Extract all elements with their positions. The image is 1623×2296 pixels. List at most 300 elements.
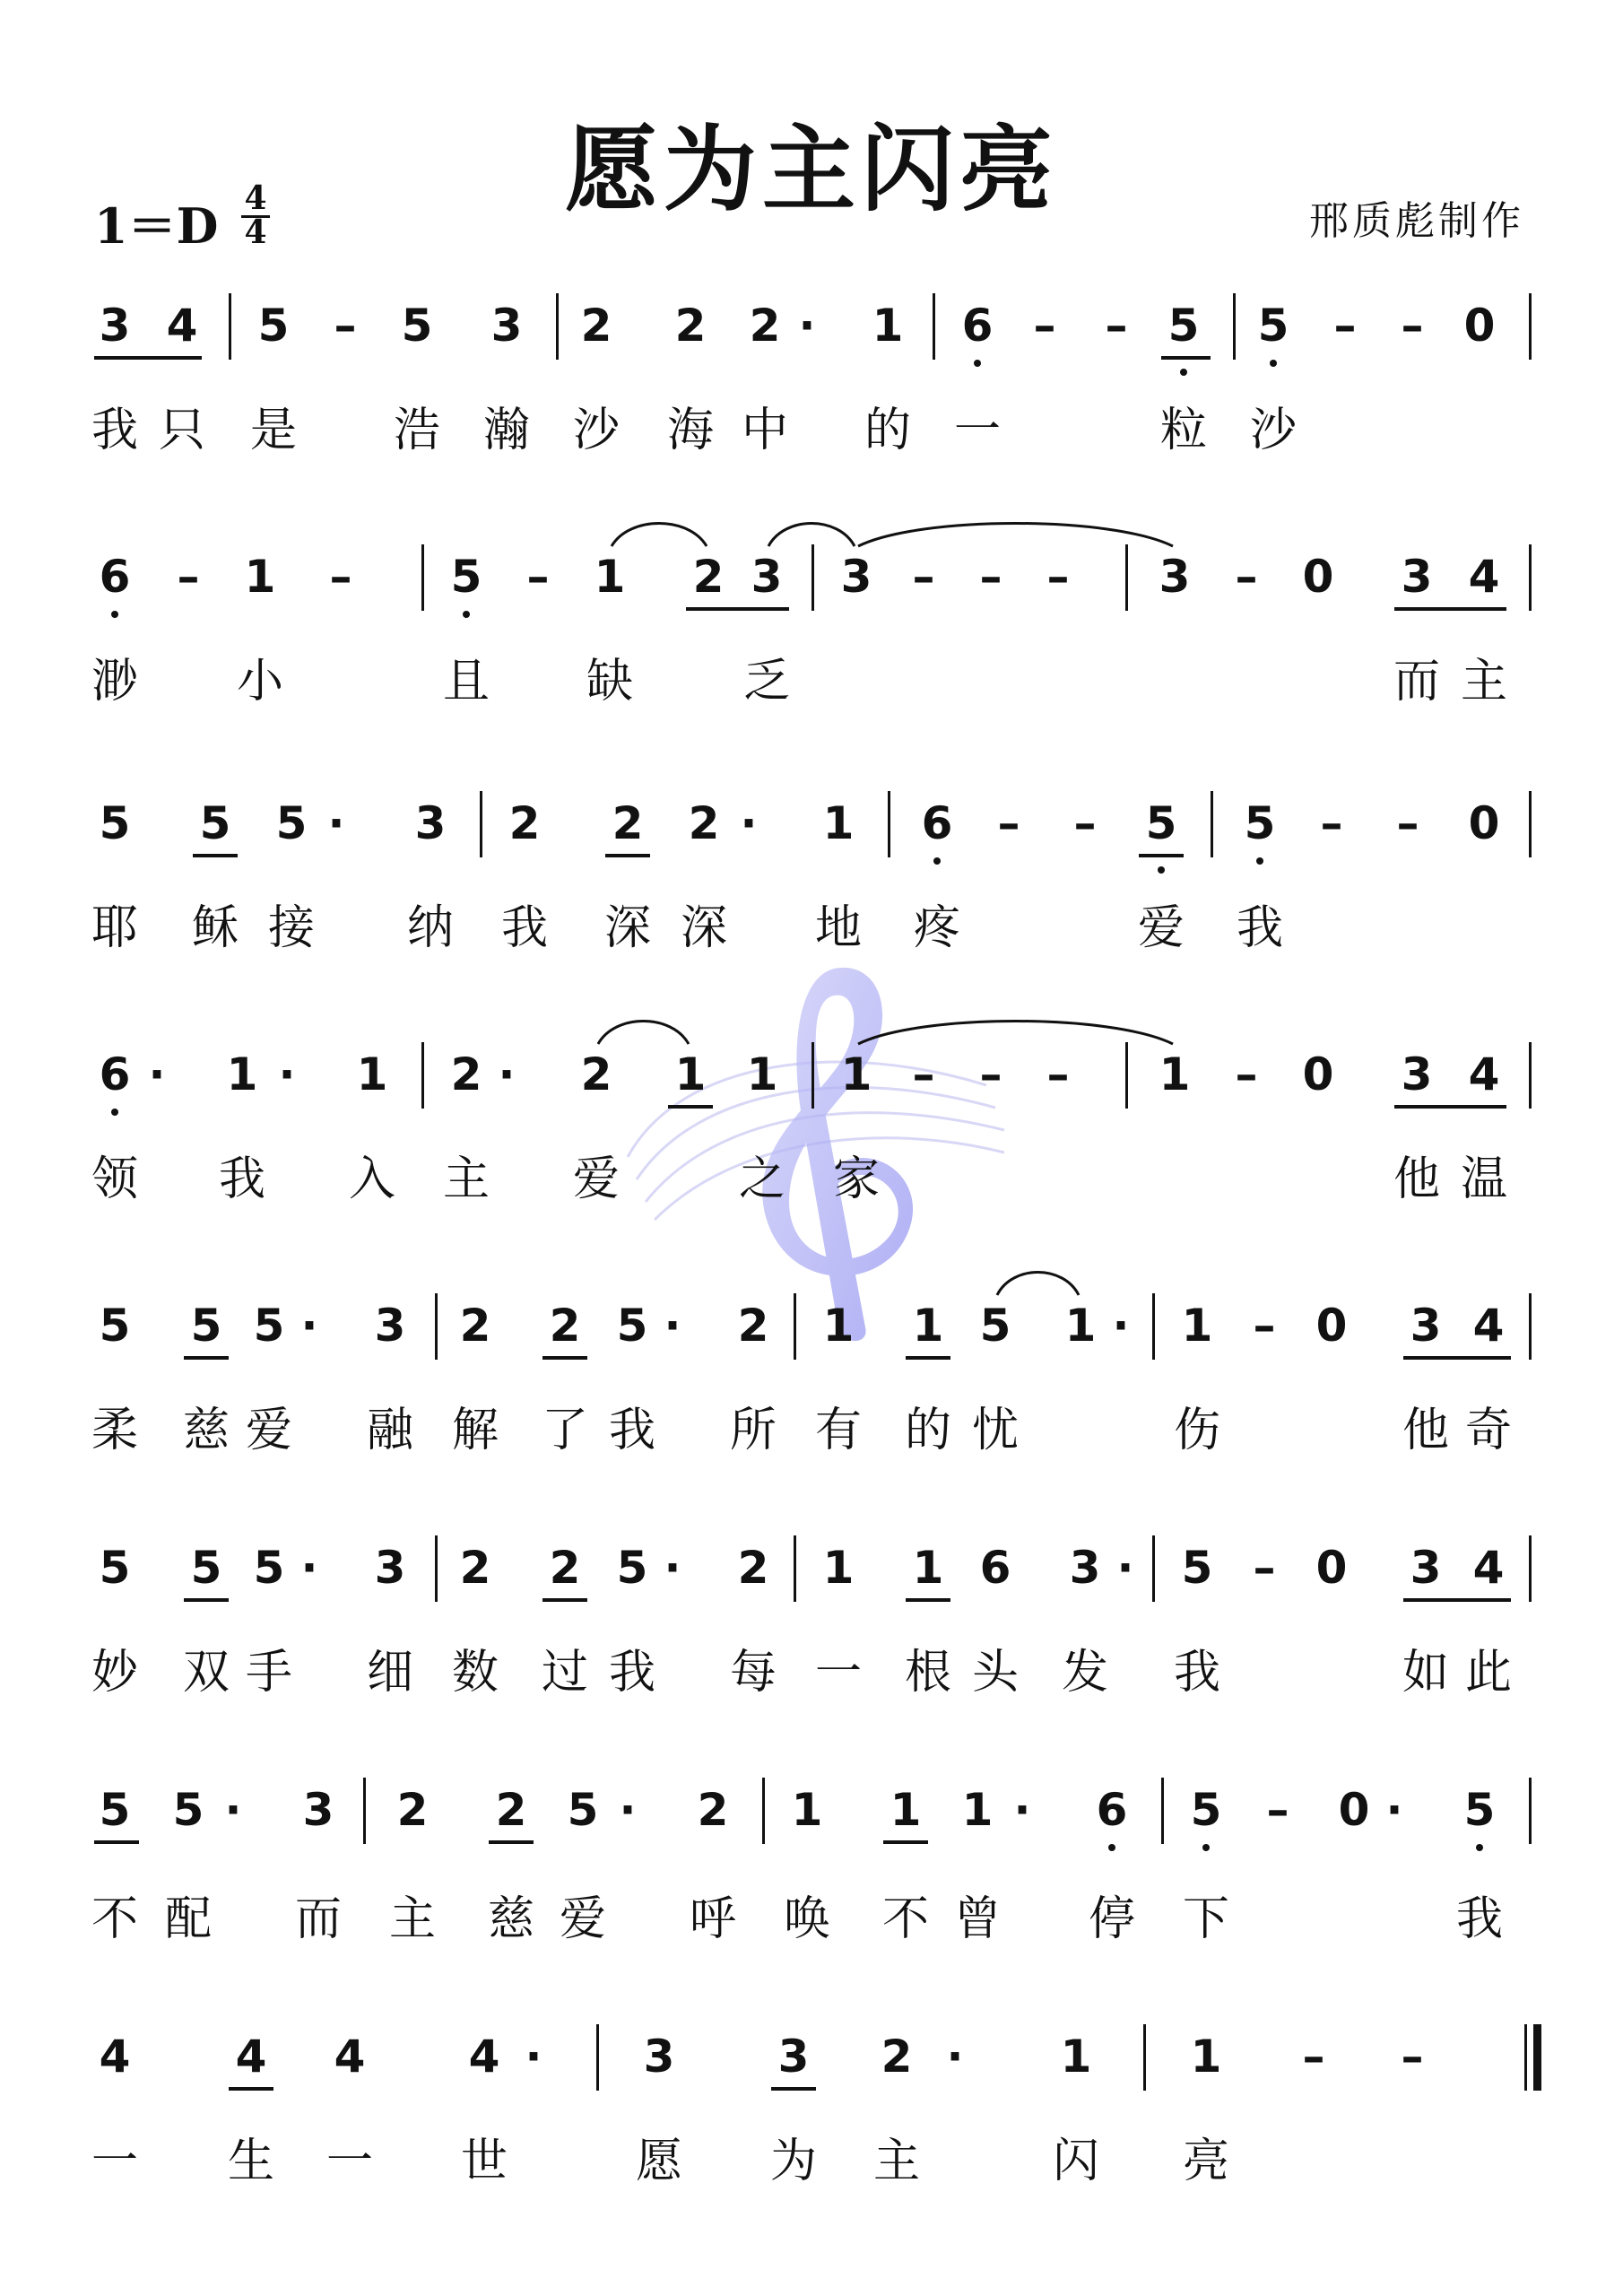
note-text: 5 [401,300,433,352]
note [1166,1543,1228,1593]
note-text: · [327,797,345,849]
note-text: 1 [226,1048,258,1100]
note [242,300,305,351]
lyric-syllable: 爱 [572,1152,620,1206]
note-text: – [1046,551,1070,603]
augmentation-dot [502,2031,565,2082]
note [151,300,213,351]
bar-line [933,293,935,360]
note-text: 1 [912,1300,944,1352]
note-text: 1 [1060,2031,1092,2083]
treble-clef-watermark [610,951,1022,1345]
bar-line [1529,1042,1532,1109]
note-text: – [997,797,1020,849]
note-text: 1 [822,797,855,849]
note-text: – [1253,1542,1276,1594]
note-text: · [1385,1784,1403,1836]
lyric-syllable: 为 [769,2135,817,2188]
lyric-syllable: 不 [91,1892,138,1946]
note-text: 4 [99,2031,131,2083]
note [1081,1785,1143,1835]
note [964,1300,1027,1351]
note-text: 1 [674,1048,707,1100]
note [865,2031,928,2082]
note [681,1785,744,1835]
note [480,1785,542,1835]
note [83,798,146,848]
note [1143,552,1206,602]
lyric-syllable: 他 [1402,1404,1449,1457]
lyric-syllable: 深 [603,901,651,955]
bar-line [1529,544,1532,611]
note-text: 3 [374,1542,406,1594]
note-text: 5 [253,1542,285,1594]
note-text: – [979,1048,1002,1100]
note-text: 3 [302,1784,334,1836]
note-text: 2 [495,1784,527,1836]
note [565,300,628,351]
augmentation-dot [475,1049,538,1100]
dash-note [1246,1785,1309,1835]
lyric-syllable: 领 [91,1152,138,1206]
bar-line [556,293,559,360]
bar-line [1125,1042,1128,1109]
note [386,300,448,351]
note-text: · [740,797,758,849]
note-text: – [526,551,550,603]
dash-note [959,552,1022,602]
lower-octave-dot [1270,360,1277,367]
note-text: 5 [99,1542,131,1594]
note [1228,798,1291,848]
lyric-syllable: 沙 [572,404,620,457]
note [565,1049,628,1100]
note-text: 5 [616,1300,648,1352]
note-text: 5 [616,1542,648,1594]
lyric-syllable: 之 [738,1152,785,1206]
bar-line [596,2024,599,2091]
tie-arc [995,1263,1081,1299]
lyric-syllable: 一 [91,2135,138,2188]
note-text: 6 [921,797,953,849]
note-text: · [300,1300,318,1352]
lyric-syllable: 生 [227,2135,274,2188]
note-text: 2 [580,300,612,352]
augmentation-dot [596,1785,659,1835]
note-text: – [329,551,352,603]
tie-arc [767,514,856,550]
augmentation-dot [641,1300,704,1351]
dash-note [157,552,220,602]
note [1152,300,1215,351]
eighth-beam [1403,1598,1511,1602]
note-text: 5 [1181,1542,1213,1594]
note-text: – [1073,797,1097,849]
lyric-syllable: 奇 [1464,1404,1512,1457]
dash-note [1085,300,1148,351]
lyric-syllable: 发 [1061,1646,1108,1700]
dash-note [1314,300,1376,351]
lyric-syllable: 如 [1402,1646,1449,1700]
augmentation-dot [1089,1300,1152,1351]
note-text: 1 [1064,1300,1097,1352]
note-text: 5 [199,797,231,849]
note-text: · [148,1048,166,1100]
eighth-beam [686,607,789,611]
lyric-syllable: 我 [218,1152,265,1206]
lyric-syllable: 地 [814,901,862,955]
dash-note [1300,798,1363,848]
note-text: – [177,551,200,603]
note [83,1300,146,1351]
lyric-syllable: 我 [500,901,548,955]
note-text: 4 [1468,1048,1500,1100]
note [628,2031,690,2082]
note-text: – [1320,797,1343,849]
note-text: 4 [1472,1542,1505,1594]
note-text: 5 [450,551,482,603]
bar-line [1125,544,1128,611]
lyric-syllable: 我 [91,404,138,457]
lyric-syllable: 入 [348,1152,395,1206]
note [1287,1049,1350,1100]
note [946,300,1009,351]
lyric-syllable: 此 [1464,1646,1512,1700]
note [83,300,146,351]
tie-arc [856,1012,1175,1048]
note-text: 2 [549,1300,581,1352]
note [1448,300,1511,351]
note-text: · [224,1784,242,1836]
dash-note [1381,300,1444,351]
note-text: 0 [1315,1542,1348,1594]
song-title: 愿为主闪亮 [564,114,1058,224]
note [807,1543,870,1593]
dash-note [892,1049,955,1100]
augmentation-dot [991,1785,1054,1835]
note [776,1785,838,1835]
note-text: 2 [749,300,781,352]
note-text: – [979,551,1002,603]
bar-line [229,293,231,360]
note-text: 2 [450,1048,482,1100]
note-text: 3 [1410,1542,1442,1594]
note-text: 5 [1463,1784,1496,1836]
note-text: 5 [172,1784,204,1836]
lower-octave-dot [463,611,470,618]
lyric-syllable: 曾 [953,1892,1001,1946]
dash-note [309,552,372,602]
lyric-syllable: 唤 [783,1892,830,1946]
lower-octave-dot [933,857,941,865]
note [596,798,659,848]
note-text: 3 [1159,551,1191,603]
note [83,2031,146,2082]
lyric-syllable: 只 [158,404,205,457]
note [175,1300,238,1351]
lyric-syllable: 数 [451,1646,499,1700]
lyric-syllable: 沙 [1249,404,1297,457]
note [856,300,919,351]
note-text: 0 [1338,1784,1370,1836]
note [534,1300,596,1351]
note [493,798,556,848]
augmentation-dot [126,1049,188,1100]
note-text: 2 [697,1784,729,1836]
bar-line [1143,2024,1146,2091]
note-text: 5 [99,797,131,849]
key-signature [94,188,218,257]
eighth-beam [1394,607,1506,611]
note [444,1543,507,1593]
lyric-syllable: 我 [608,1646,655,1700]
note-text: · [278,1048,296,1100]
note-text: – [1333,300,1357,352]
lyric-syllable: 有 [814,1404,862,1457]
eighth-beam [229,2087,273,2091]
dash-note [1233,1300,1296,1351]
bar-line [1529,1535,1532,1602]
note [1175,1785,1237,1835]
note-text: 2 [881,2031,913,2083]
note-text: 1 [244,551,276,603]
note [659,300,722,351]
bar-line [1529,1293,1532,1360]
note [435,552,498,602]
dash-note [959,1049,1022,1100]
note-text: 2 [612,797,644,849]
dash-note [977,798,1040,848]
lyric-syllable: 的 [864,404,911,457]
note-text: · [664,1300,681,1352]
note [1385,552,1448,602]
eighth-beam [771,2087,816,2091]
lyric-syllable: 乏 [742,655,790,709]
note-text: – [1253,1300,1276,1352]
note-text: 1 [791,1784,823,1836]
lower-octave-dot [1476,1844,1483,1851]
note-text: 0 [1302,551,1334,603]
dash-note [1215,1049,1278,1100]
note [1453,798,1515,848]
augmentation-dot [256,1049,318,1100]
dash-note [1054,798,1116,848]
note-text: 2 [674,300,707,352]
lyric-syllable: 他 [1393,1152,1440,1206]
note-text: · [664,1542,681,1594]
bar-line [812,544,814,611]
note [735,552,798,602]
note [220,2031,282,2082]
lyric-syllable: 缺 [586,655,633,709]
lyric-syllable: 亮 [1182,2135,1229,2188]
eighth-beam [184,1356,229,1360]
bar-line [794,1535,796,1602]
note-text: 4 [1472,1300,1505,1352]
lyric-syllable: 而 [294,1892,342,1946]
note-text: 0 [1302,1048,1334,1100]
lyric-syllable: 主 [872,2135,920,2188]
eighth-beam [193,854,238,857]
note-text: 1 [822,1542,855,1594]
note-text: 3 [374,1300,406,1352]
note-text: 6 [1096,1784,1128,1836]
lyric-syllable: 家 [832,1152,880,1206]
note-text: – [1105,300,1128,352]
note-text: – [1235,551,1258,603]
note-text: 5 [257,300,290,352]
lyric-syllable: 且 [442,655,490,709]
eighth-beam [1403,1356,1511,1360]
lyric-syllable: 不 [881,1892,929,1946]
note-text: 2 [508,797,541,849]
lyric-syllable: 柔 [91,1404,138,1457]
lyric-syllable: 爱 [1137,901,1185,955]
note-text: – [1046,1048,1070,1100]
note [318,2031,381,2082]
eighth-beam [489,1840,534,1844]
dash-note [1027,552,1089,602]
note-text: 3 [1410,1300,1442,1352]
note-text: 3 [99,300,131,352]
lyric-syllable: 我 [608,1404,655,1457]
eighth-beam [1139,854,1184,857]
augmentation-dot [924,2031,986,2082]
lyric-syllable: 粒 [1159,404,1207,457]
note-text: 5 [253,1300,285,1352]
bar-line [363,1778,366,1844]
augmentation-dot [278,1300,341,1351]
bar-line [421,1042,424,1109]
note [83,1785,146,1835]
lower-octave-dot [111,611,118,618]
note-text: 6 [99,1048,131,1100]
note-text: – [1302,2031,1325,2083]
time-signature [238,181,273,249]
note-text: 1 [840,1048,872,1100]
note-text: 2 [549,1542,581,1594]
eighth-beam [184,1598,229,1602]
note-text: 6 [979,1542,1011,1594]
lyric-syllable: 慈 [487,1892,534,1946]
lyric-syllable: 了 [541,1404,588,1457]
note-text: 5 [190,1542,222,1594]
note-text: 4 [468,2031,500,2083]
eighth-beam [542,1598,587,1602]
note-text: 2 [692,551,725,603]
lyric-syllable: 瀚 [482,404,530,457]
dash-note [1233,1543,1296,1593]
note-text: 1 [1181,1300,1213,1352]
augmentation-dot [641,1543,704,1593]
dash-note [314,300,377,351]
note-text: – [912,1048,935,1100]
bar-line [1529,791,1532,857]
time-signature-top: 4 [244,179,267,217]
note [825,552,888,602]
tie-arc [610,514,708,550]
note-text: 5 [567,1784,599,1836]
lyric-syllable: 头 [971,1646,1019,1700]
lower-octave-dot [1158,866,1165,874]
note [659,1049,722,1100]
augmentation-dot [717,798,780,848]
dash-note [1013,300,1076,351]
lyric-syllable: 疼 [913,901,960,955]
lyric-syllable: 伤 [1173,1404,1220,1457]
lyric-syllable: 耶 [91,901,138,955]
lower-octave-dot [1202,1844,1210,1851]
note [1130,798,1193,848]
note [807,798,870,848]
note-text: 5 [979,1300,1011,1352]
note-text: 3 [751,551,783,603]
note [807,1300,870,1351]
note-text: – [334,300,357,352]
lower-octave-dot [1256,857,1263,865]
tie-arc [856,514,1175,550]
lyric-syllable: 世 [460,2135,508,2188]
note-text: 2 [459,1300,491,1352]
note-text: 5 [1167,300,1200,352]
note-text: 6 [961,300,994,352]
note-text: – [1396,797,1419,849]
note-text: 4 [1468,551,1500,603]
note [1143,1049,1206,1100]
bar-line [435,1293,438,1360]
lyric-syllable: 忧 [971,1404,1019,1457]
note-text: 5 [1190,1784,1222,1836]
note-text: 1 [594,551,626,603]
lyric-syllable: 妙 [91,1646,138,1700]
note [1175,2031,1237,2082]
lyric-syllable: 深 [680,901,727,955]
note-text: 3 [414,797,447,849]
augmentation-dot [278,1543,341,1593]
note [722,1300,785,1351]
note-text: 5 [1244,797,1276,849]
lyric-syllable: 每 [729,1646,777,1700]
note [722,1543,785,1593]
bar-line [794,1293,796,1360]
note-text: 0 [1463,300,1496,352]
note [475,300,538,351]
note-text: · [1013,1784,1031,1836]
dash-note [1376,798,1439,848]
note [83,1543,146,1593]
note [229,552,291,602]
dash-note [1381,2031,1444,2082]
note-text: 1 [356,1048,388,1100]
note [83,552,146,602]
lyric-syllable: 爱 [245,1404,292,1457]
eighth-beam [906,1598,950,1602]
note [906,798,968,848]
bar-line [1233,293,1236,360]
note-text: 1 [961,1784,994,1836]
eighth-beam [883,1840,928,1844]
augmentation-dot [1363,1785,1426,1835]
note-text: 5 [99,1300,131,1352]
author-credit: 邢质彪制作 [1309,198,1524,244]
note-text: 3 [1069,1542,1101,1594]
bar-line [435,1535,438,1602]
lyric-syllable: 根 [904,1646,951,1700]
lyric-syllable: 小 [236,655,283,709]
note-text: 1 [746,1048,778,1100]
note-text: 1 [912,1542,944,1594]
dash-note [1282,2031,1345,2082]
